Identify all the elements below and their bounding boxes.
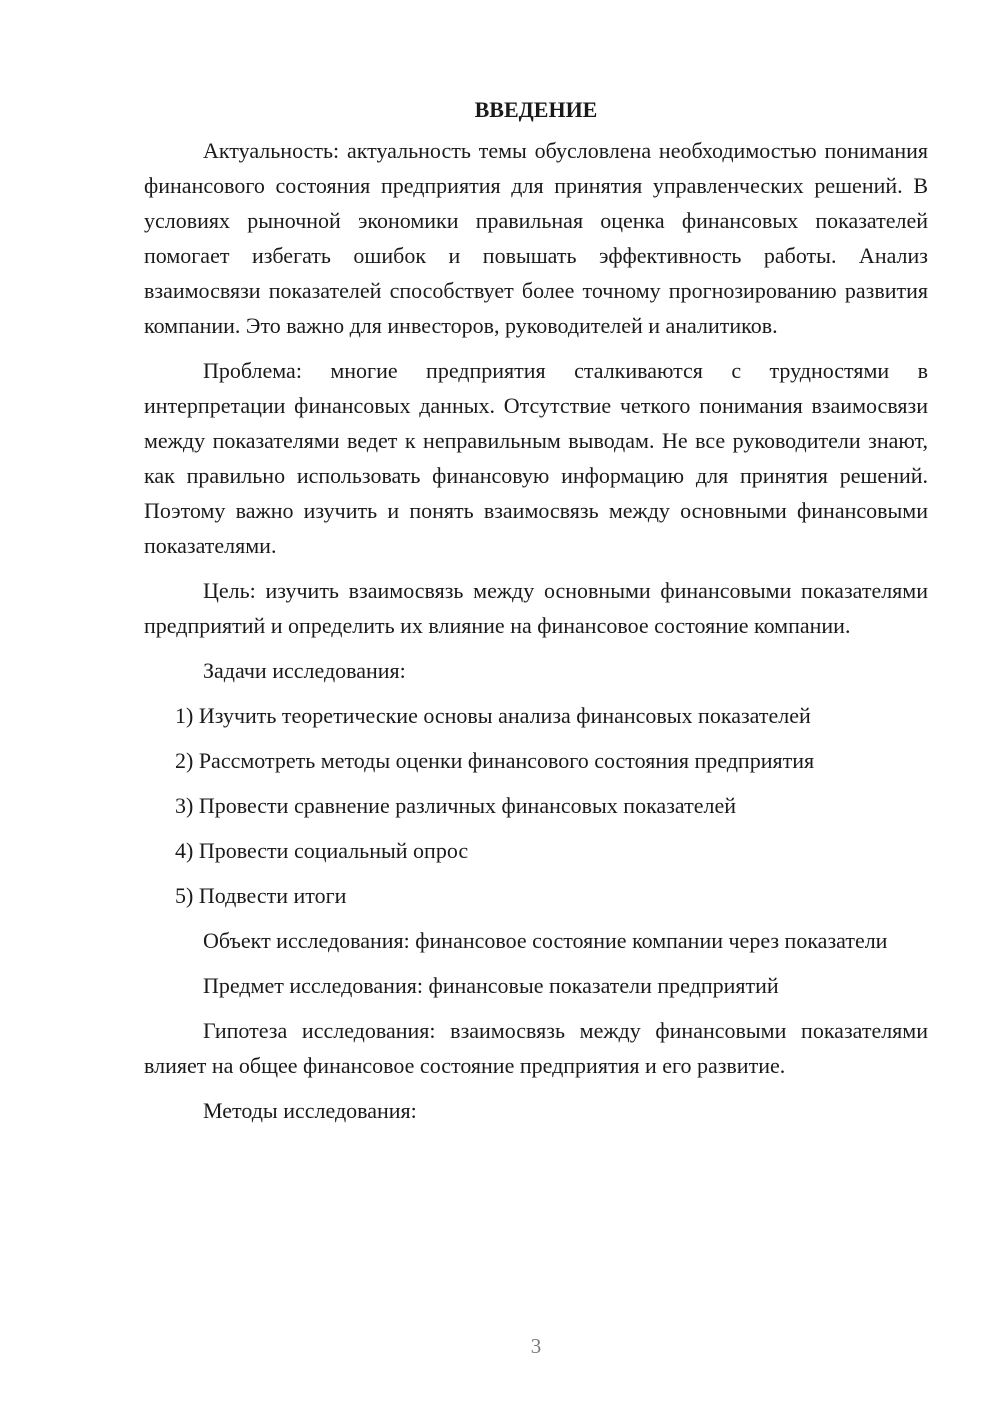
task-item-5: 5) Подвести итоги	[175, 883, 347, 908]
task-list	[144, 698, 928, 913]
problem-paragraph: Проблема: многие предприятия сталкиваются с трудностями в интерпретации финансовых данных. Отсутствие четкого понимания взаимосвязи между показателями ведет к неправильным выводам. Не все руководители знают, как правильно использовать финансовую информацию для принятия решений. Поэтому важно изучить и понять взаимосвязь между основными финансовыми показателями.	[144, 358, 928, 558]
page-number: 3	[530, 1334, 542, 1358]
hypothesis-paragraph: Гипотеза исследования: взаимосвязь между финансовыми показателями влияет на общее финансовое состояние предприятия и его развитие.	[144, 1018, 928, 1078]
task-item-3: 3) Провести сравнение различных финансовых показателей	[175, 793, 736, 818]
object-paragraph: Объект исследования: финансовое состояние компании через показатели	[203, 928, 888, 953]
page-title: ВВЕДЕНИЕ	[474, 97, 598, 122]
subject-paragraph: Предмет исследования: финансовые показатели предприятий	[203, 973, 779, 998]
task-item-1: 1) Изучить теоретические основы анализа финансовых показателей	[175, 703, 811, 728]
relevance-paragraph: Актуальность: актуальность темы обусловлена необходимостью понимания финансового состояния предприятия для принятия управленческих решений. В условиях рыночной экономики правильная оценка финансовых показателей помогает избегать ошибок и повышать эффективность работы. Анализ взаимосвязи показателей способствует более точному прогнозированию развития компании. Это важно для инвесторов, руководителей и аналитиков.	[144, 138, 928, 338]
task-item-2: 2) Рассмотреть методы оценки финансового состояния предприятия	[175, 748, 815, 773]
goal-paragraph: Цель: изучить взаимосвязь между основными финансовыми показателями предприятий и определить их влияние на финансовое состояние компании.	[144, 578, 928, 638]
page-content	[144, 92, 928, 1138]
task-item-4: 4) Провести социальный опрос	[175, 838, 469, 863]
tasks-heading: Задачи исследования:	[203, 658, 406, 683]
methods-heading: Методы исследования:	[203, 1098, 417, 1123]
